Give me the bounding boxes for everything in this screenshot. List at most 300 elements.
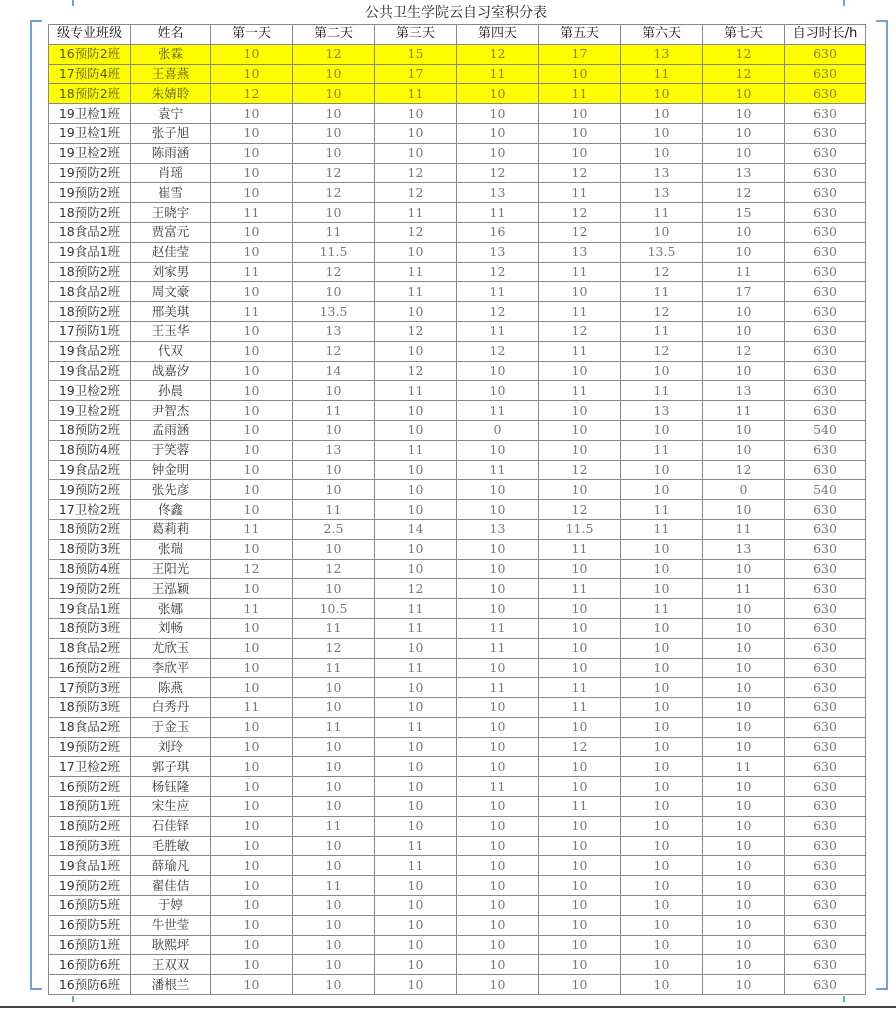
class-cell[interactable]: 17预防1班 [49,321,131,341]
name-cell[interactable]: 于笑蓉 [131,440,211,460]
day6-cell[interactable]: 11 [621,599,703,619]
day5-cell[interactable]: 11 [539,183,621,203]
day3-cell[interactable]: 10 [375,955,457,975]
class-cell[interactable]: 16预防5班 [49,915,131,935]
day5-cell[interactable]: 11 [539,539,621,559]
class-cell[interactable]: 18预防3班 [49,539,131,559]
day7-cell[interactable]: 10 [703,678,785,698]
day7-cell[interactable]: 17 [703,282,785,302]
day7-cell[interactable]: 10 [703,143,785,163]
day5-cell[interactable]: 12 [539,500,621,520]
day7-cell[interactable]: 10 [703,559,785,579]
day1-cell[interactable]: 10 [211,757,293,777]
day7-cell[interactable]: 10 [703,500,785,520]
name-cell[interactable]: 王晓宇 [131,203,211,223]
day7-cell[interactable]: 10 [703,302,785,322]
class-cell[interactable]: 18预防2班 [49,420,131,440]
day1-cell[interactable]: 10 [211,717,293,737]
day1-cell[interactable]: 10 [211,440,293,460]
class-cell[interactable]: 19预防2班 [49,183,131,203]
day6-cell[interactable]: 10 [621,618,703,638]
day6-cell[interactable]: 10 [621,658,703,678]
day2-cell[interactable]: 10 [293,143,375,163]
total-hours-cell[interactable]: 630 [785,302,866,322]
day1-cell[interactable]: 10 [211,282,293,302]
day7-cell[interactable]: 10 [703,321,785,341]
day7-cell[interactable]: 11 [703,401,785,421]
day3-cell[interactable]: 12 [375,222,457,242]
total-hours-cell[interactable]: 630 [785,896,866,916]
class-cell[interactable]: 18食品2班 [49,282,131,302]
day7-cell[interactable]: 11 [703,579,785,599]
day7-cell[interactable]: 12 [703,183,785,203]
day3-cell[interactable]: 11 [375,599,457,619]
header-day5[interactable]: 第五天 [539,25,621,45]
name-cell[interactable]: 王双双 [131,955,211,975]
name-cell[interactable]: 朱婧聆 [131,84,211,104]
class-cell[interactable]: 19食品2班 [49,361,131,381]
day3-cell[interactable]: 10 [375,797,457,817]
day7-cell[interactable]: 10 [703,361,785,381]
day3-cell[interactable]: 11 [375,282,457,302]
day2-cell[interactable]: 10 [293,579,375,599]
total-hours-cell[interactable]: 630 [785,599,866,619]
total-hours-cell[interactable]: 630 [785,579,866,599]
name-cell[interactable]: 陈雨涵 [131,143,211,163]
day1-cell[interactable]: 10 [211,163,293,183]
day1-cell[interactable]: 10 [211,44,293,64]
day4-cell[interactable]: 13 [457,242,539,262]
name-cell[interactable]: 钟金明 [131,460,211,480]
day6-cell[interactable]: 13 [621,401,703,421]
day5-cell[interactable]: 10 [539,955,621,975]
day7-cell[interactable]: 12 [703,44,785,64]
class-cell[interactable]: 19预防2班 [49,737,131,757]
day7-cell[interactable]: 12 [703,341,785,361]
day3-cell[interactable]: 10 [375,143,457,163]
total-hours-cell[interactable]: 630 [785,163,866,183]
day1-cell[interactable]: 10 [211,381,293,401]
name-cell[interactable]: 杨钰隆 [131,777,211,797]
name-cell[interactable]: 张娜 [131,599,211,619]
day6-cell[interactable]: 11 [621,440,703,460]
day7-cell[interactable]: 10 [703,599,785,619]
total-hours-cell[interactable]: 630 [785,955,866,975]
day2-cell[interactable]: 10 [293,480,375,500]
day4-cell[interactable]: 10 [457,856,539,876]
day4-cell[interactable]: 11 [457,401,539,421]
header-total-hours[interactable]: 自习时长/h [785,25,866,45]
day2-cell[interactable]: 10 [293,797,375,817]
day1-cell[interactable]: 11 [211,519,293,539]
day7-cell[interactable]: 10 [703,797,785,817]
class-cell[interactable]: 18预防4班 [49,440,131,460]
day2-cell[interactable]: 10 [293,460,375,480]
name-cell[interactable]: 张霖 [131,44,211,64]
day7-cell[interactable]: 0 [703,480,785,500]
day3-cell[interactable]: 10 [375,559,457,579]
day5-cell[interactable]: 11 [539,579,621,599]
day2-cell[interactable]: 12 [293,183,375,203]
day3-cell[interactable]: 10 [375,341,457,361]
total-hours-cell[interactable]: 630 [785,638,866,658]
day3-cell[interactable]: 10 [375,777,457,797]
name-cell[interactable]: 张先彦 [131,480,211,500]
day5-cell[interactable]: 10 [539,123,621,143]
day7-cell[interactable]: 10 [703,420,785,440]
name-cell[interactable]: 刘畅 [131,618,211,638]
class-cell[interactable]: 18预防4班 [49,559,131,579]
total-hours-cell[interactable]: 630 [785,737,866,757]
day4-cell[interactable]: 10 [457,836,539,856]
day6-cell[interactable]: 10 [621,737,703,757]
name-cell[interactable]: 潘根兰 [131,975,211,995]
day2-cell[interactable]: 11 [293,222,375,242]
day7-cell[interactable]: 10 [703,222,785,242]
total-hours-cell[interactable]: 630 [785,262,866,282]
day4-cell[interactable]: 13 [457,519,539,539]
name-cell[interactable]: 王玉华 [131,321,211,341]
day1-cell[interactable]: 10 [211,975,293,995]
day3-cell[interactable]: 10 [375,935,457,955]
total-hours-cell[interactable]: 630 [785,500,866,520]
day2-cell[interactable]: 12 [293,262,375,282]
day2-cell[interactable]: 12 [293,341,375,361]
name-cell[interactable]: 代双 [131,341,211,361]
total-hours-cell[interactable]: 630 [785,757,866,777]
header-day7[interactable]: 第七天 [703,25,785,45]
day1-cell[interactable]: 10 [211,935,293,955]
name-cell[interactable]: 耿熙坪 [131,935,211,955]
day2-cell[interactable]: 10 [293,757,375,777]
name-cell[interactable]: 王喜燕 [131,64,211,84]
name-cell[interactable]: 崔雪 [131,183,211,203]
day5-cell[interactable]: 10 [539,777,621,797]
day7-cell[interactable]: 10 [703,896,785,916]
class-cell[interactable]: 19食品1班 [49,599,131,619]
day4-cell[interactable]: 10 [457,579,539,599]
day1-cell[interactable]: 10 [211,816,293,836]
day2-cell[interactable]: 11.5 [293,242,375,262]
name-cell[interactable]: 肖瑶 [131,163,211,183]
day4-cell[interactable]: 11 [457,777,539,797]
day6-cell[interactable]: 12 [621,302,703,322]
day2-cell[interactable]: 10 [293,935,375,955]
class-cell[interactable]: 19食品2班 [49,460,131,480]
total-hours-cell[interactable]: 630 [785,678,866,698]
day2-cell[interactable]: 10 [293,678,375,698]
total-hours-cell[interactable]: 630 [785,203,866,223]
day4-cell[interactable]: 10 [457,361,539,381]
name-cell[interactable]: 赵佳莹 [131,242,211,262]
day4-cell[interactable]: 10 [457,658,539,678]
total-hours-cell[interactable]: 630 [785,539,866,559]
day1-cell[interactable]: 10 [211,836,293,856]
day2-cell[interactable]: 10 [293,698,375,718]
day5-cell[interactable]: 12 [539,737,621,757]
day2-cell[interactable]: 10 [293,203,375,223]
class-cell[interactable]: 17预防4班 [49,64,131,84]
day5-cell[interactable]: 10 [539,599,621,619]
day5-cell[interactable]: 12 [539,203,621,223]
class-cell[interactable]: 18食品2班 [49,222,131,242]
day6-cell[interactable]: 11 [621,203,703,223]
day5-cell[interactable]: 11 [539,678,621,698]
day1-cell[interactable]: 10 [211,955,293,975]
day2-cell[interactable]: 12 [293,559,375,579]
day6-cell[interactable]: 10 [621,955,703,975]
day3-cell[interactable]: 11 [375,658,457,678]
day3-cell[interactable]: 11 [375,717,457,737]
day3-cell[interactable]: 10 [375,539,457,559]
day5-cell[interactable]: 10 [539,935,621,955]
class-cell[interactable]: 17预防3班 [49,678,131,698]
day2-cell[interactable]: 11 [293,876,375,896]
day5-cell[interactable]: 11 [539,341,621,361]
day6-cell[interactable]: 10 [621,84,703,104]
day6-cell[interactable]: 10 [621,856,703,876]
class-cell[interactable]: 19食品1班 [49,856,131,876]
header-day3[interactable]: 第三天 [375,25,457,45]
day6-cell[interactable]: 10 [621,717,703,737]
header-class[interactable]: 级专业班级 [49,25,131,45]
day5-cell[interactable]: 12 [539,460,621,480]
total-hours-cell[interactable]: 630 [785,975,866,995]
day7-cell[interactable]: 13 [703,163,785,183]
day6-cell[interactable]: 11 [621,519,703,539]
day2-cell[interactable]: 10 [293,777,375,797]
day3-cell[interactable]: 10 [375,737,457,757]
day7-cell[interactable]: 10 [703,123,785,143]
day3-cell[interactable]: 10 [375,915,457,935]
header-day2[interactable]: 第二天 [293,25,375,45]
day1-cell[interactable]: 12 [211,559,293,579]
total-hours-cell[interactable]: 630 [785,242,866,262]
day5-cell[interactable]: 10 [539,64,621,84]
day5-cell[interactable]: 10 [539,717,621,737]
name-cell[interactable]: 周文豪 [131,282,211,302]
day1-cell[interactable]: 10 [211,500,293,520]
day3-cell[interactable]: 11 [375,836,457,856]
day4-cell[interactable]: 10 [457,599,539,619]
day2-cell[interactable]: 2.5 [293,519,375,539]
day7-cell[interactable]: 13 [703,539,785,559]
day4-cell[interactable]: 10 [457,381,539,401]
day4-cell[interactable]: 10 [457,816,539,836]
day3-cell[interactable]: 10 [375,896,457,916]
day5-cell[interactable]: 10 [539,757,621,777]
day6-cell[interactable]: 10 [621,361,703,381]
day3-cell[interactable]: 10 [375,460,457,480]
day6-cell[interactable]: 10 [621,123,703,143]
day6-cell[interactable]: 10 [621,143,703,163]
class-cell[interactable]: 19预防2班 [49,163,131,183]
day3-cell[interactable]: 12 [375,163,457,183]
day2-cell[interactable]: 10 [293,84,375,104]
day2-cell[interactable]: 10 [293,539,375,559]
class-cell[interactable]: 18预防3班 [49,618,131,638]
total-hours-cell[interactable]: 630 [785,915,866,935]
day2-cell[interactable]: 10 [293,975,375,995]
day5-cell[interactable]: 17 [539,44,621,64]
day5-cell[interactable]: 13 [539,242,621,262]
day1-cell[interactable]: 11 [211,698,293,718]
class-cell[interactable]: 17卫检2班 [49,500,131,520]
header-day1[interactable]: 第一天 [211,25,293,45]
name-cell[interactable]: 葛莉莉 [131,519,211,539]
day6-cell[interactable]: 10 [621,816,703,836]
day2-cell[interactable]: 10 [293,955,375,975]
day1-cell[interactable]: 10 [211,222,293,242]
day5-cell[interactable]: 10 [539,420,621,440]
total-hours-cell[interactable]: 630 [785,836,866,856]
day5-cell[interactable]: 10 [539,975,621,995]
day5-cell[interactable]: 10 [539,440,621,460]
day4-cell[interactable]: 12 [457,302,539,322]
day6-cell[interactable]: 10 [621,797,703,817]
day1-cell[interactable]: 11 [211,262,293,282]
day2-cell[interactable]: 12 [293,44,375,64]
name-cell[interactable]: 战嘉汐 [131,361,211,381]
class-cell[interactable]: 18预防2班 [49,816,131,836]
day5-cell[interactable]: 12 [539,222,621,242]
total-hours-cell[interactable]: 630 [785,222,866,242]
class-cell[interactable]: 17卫检2班 [49,757,131,777]
day5-cell[interactable]: 10 [539,480,621,500]
day5-cell[interactable]: 10 [539,282,621,302]
day7-cell[interactable]: 10 [703,777,785,797]
day4-cell[interactable]: 12 [457,341,539,361]
day1-cell[interactable]: 10 [211,777,293,797]
name-cell[interactable]: 尤欣玉 [131,638,211,658]
day6-cell[interactable]: 13 [621,44,703,64]
day5-cell[interactable]: 12 [539,163,621,183]
day6-cell[interactable]: 10 [621,975,703,995]
day2-cell[interactable]: 10 [293,856,375,876]
class-cell[interactable]: 19预防2班 [49,480,131,500]
day2-cell[interactable]: 11 [293,401,375,421]
day1-cell[interactable]: 10 [211,242,293,262]
total-hours-cell[interactable]: 630 [785,64,866,84]
day7-cell[interactable]: 10 [703,737,785,757]
day1-cell[interactable]: 10 [211,361,293,381]
day6-cell[interactable]: 11 [621,282,703,302]
day7-cell[interactable]: 10 [703,658,785,678]
day6-cell[interactable]: 10 [621,579,703,599]
day6-cell[interactable]: 10 [621,104,703,124]
total-hours-cell[interactable]: 630 [785,183,866,203]
day5-cell[interactable]: 11 [539,797,621,817]
day1-cell[interactable]: 10 [211,401,293,421]
day6-cell[interactable]: 13 [621,183,703,203]
total-hours-cell[interactable]: 630 [785,104,866,124]
day6-cell[interactable]: 10 [621,757,703,777]
day6-cell[interactable]: 10 [621,539,703,559]
day1-cell[interactable]: 10 [211,480,293,500]
day3-cell[interactable]: 10 [375,242,457,262]
day4-cell[interactable]: 10 [457,757,539,777]
header-day4[interactable]: 第四天 [457,25,539,45]
name-cell[interactable]: 孟雨涵 [131,420,211,440]
class-cell[interactable]: 16预防6班 [49,955,131,975]
day4-cell[interactable]: 16 [457,222,539,242]
day2-cell[interactable]: 12 [293,638,375,658]
class-cell[interactable]: 16预防2班 [49,658,131,678]
total-hours-cell[interactable]: 630 [785,361,866,381]
day1-cell[interactable]: 10 [211,737,293,757]
day2-cell[interactable]: 13 [293,440,375,460]
day1-cell[interactable]: 10 [211,876,293,896]
day7-cell[interactable]: 12 [703,64,785,84]
name-cell[interactable]: 佟鑫 [131,500,211,520]
day5-cell[interactable]: 10 [539,816,621,836]
day4-cell[interactable]: 13 [457,183,539,203]
day1-cell[interactable]: 10 [211,638,293,658]
day5-cell[interactable]: 10 [539,876,621,896]
day5-cell[interactable]: 10 [539,836,621,856]
total-hours-cell[interactable]: 630 [785,282,866,302]
day3-cell[interactable]: 10 [375,816,457,836]
day3-cell[interactable]: 10 [375,678,457,698]
class-cell[interactable]: 19卫检1班 [49,104,131,124]
day1-cell[interactable]: 10 [211,341,293,361]
day3-cell[interactable]: 10 [375,757,457,777]
day4-cell[interactable]: 10 [457,876,539,896]
day2-cell[interactable]: 10 [293,915,375,935]
day4-cell[interactable]: 11 [457,638,539,658]
day7-cell[interactable]: 10 [703,876,785,896]
total-hours-cell[interactable]: 630 [785,559,866,579]
day7-cell[interactable]: 10 [703,104,785,124]
total-hours-cell[interactable]: 630 [785,876,866,896]
total-hours-cell[interactable]: 630 [785,698,866,718]
day3-cell[interactable]: 17 [375,64,457,84]
class-cell[interactable]: 18预防2班 [49,203,131,223]
day3-cell[interactable]: 10 [375,698,457,718]
day3-cell[interactable]: 15 [375,44,457,64]
total-hours-cell[interactable]: 630 [785,658,866,678]
day7-cell[interactable]: 10 [703,242,785,262]
name-cell[interactable]: 刘玲 [131,737,211,757]
day5-cell[interactable]: 10 [539,618,621,638]
total-hours-cell[interactable]: 630 [785,935,866,955]
total-hours-cell[interactable]: 630 [785,460,866,480]
day4-cell[interactable]: 10 [457,480,539,500]
day2-cell[interactable]: 10 [293,896,375,916]
header-day6[interactable]: 第六天 [621,25,703,45]
total-hours-cell[interactable]: 630 [785,341,866,361]
day7-cell[interactable]: 10 [703,618,785,638]
total-hours-cell[interactable]: 630 [785,618,866,638]
class-cell[interactable]: 19卫检2班 [49,381,131,401]
day6-cell[interactable]: 11 [621,500,703,520]
day4-cell[interactable]: 10 [457,915,539,935]
day6-cell[interactable]: 11 [621,321,703,341]
name-cell[interactable]: 袁宁 [131,104,211,124]
day6-cell[interactable]: 10 [621,698,703,718]
class-cell[interactable]: 16预防5班 [49,896,131,916]
day2-cell[interactable]: 10 [293,737,375,757]
day3-cell[interactable]: 11 [375,84,457,104]
day4-cell[interactable]: 10 [457,975,539,995]
name-cell[interactable]: 孙晨 [131,381,211,401]
day4-cell[interactable]: 10 [457,440,539,460]
day1-cell[interactable]: 11 [211,203,293,223]
total-hours-cell[interactable]: 630 [785,717,866,737]
day3-cell[interactable]: 10 [375,500,457,520]
day5-cell[interactable]: 10 [539,104,621,124]
day2-cell[interactable]: 11 [293,500,375,520]
